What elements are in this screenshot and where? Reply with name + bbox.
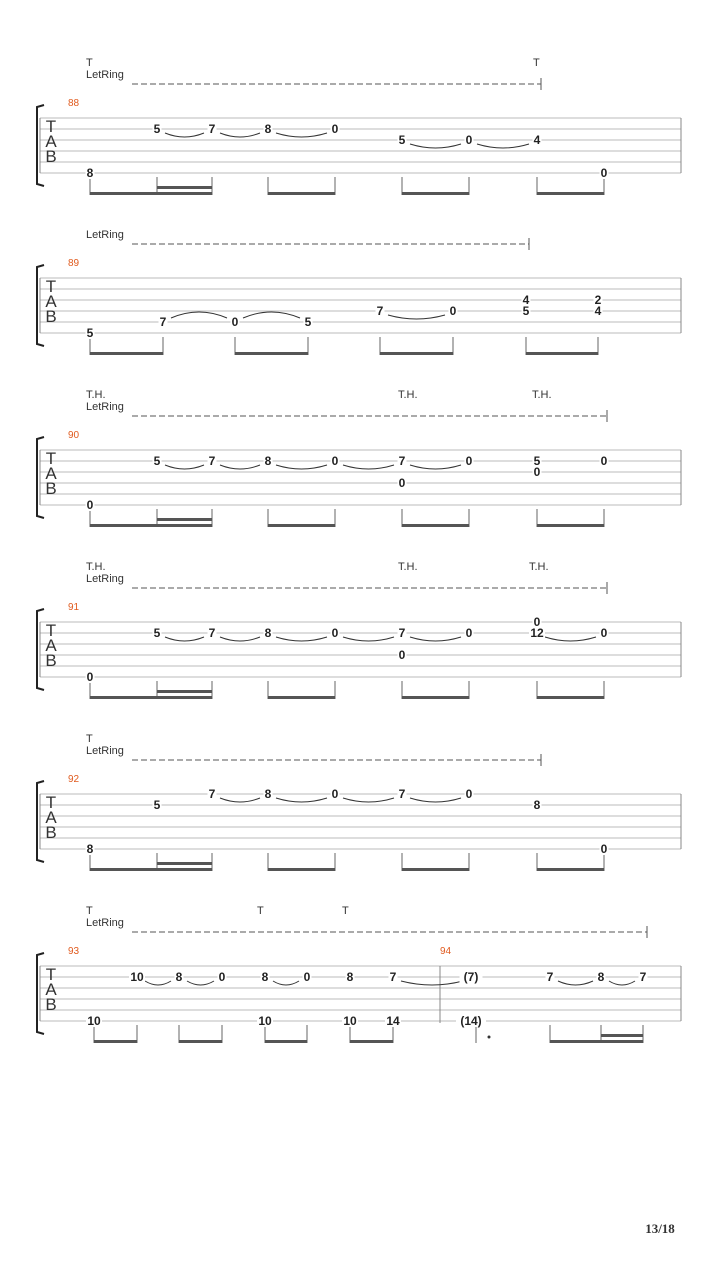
beam <box>350 1040 393 1043</box>
fret-number: 0 <box>600 842 608 856</box>
fret-number: 0 <box>86 498 94 512</box>
tie-arc <box>410 144 461 148</box>
measure-number: 93 <box>68 946 80 957</box>
fret-number: 0 <box>398 648 406 662</box>
beam <box>537 696 604 699</box>
fret-number: 0 <box>449 304 457 318</box>
fret-number: 0 <box>303 970 311 984</box>
fret-number: 8 <box>264 122 272 136</box>
tab-clef-letter: B <box>45 147 57 166</box>
tie-arc <box>276 637 327 641</box>
fret-number: 5 <box>153 798 161 812</box>
beam <box>268 524 335 527</box>
tab-system <box>37 78 681 195</box>
technique-label: T <box>533 57 540 69</box>
tie-arc <box>343 465 394 469</box>
fret-number: 5 <box>153 122 161 136</box>
fret-number: (14) <box>460 1014 482 1028</box>
tie-arc <box>343 798 394 802</box>
fret-number: 0 <box>331 787 339 801</box>
tab-clef-letter: T <box>45 117 57 136</box>
tab-clef-letter: T <box>45 965 57 984</box>
tie-arc <box>276 465 327 469</box>
tab-system <box>37 582 681 699</box>
fret-number: 8 <box>86 842 94 856</box>
fret-number: 7 <box>208 122 216 136</box>
fret-number: 10 <box>130 970 144 984</box>
let-ring-label: LetRing <box>86 573 124 585</box>
let-ring-label: LetRing <box>86 745 124 757</box>
fret-number: 8 <box>264 626 272 640</box>
tie-arc <box>273 981 299 985</box>
technique-label: T.H. <box>532 389 552 401</box>
tie-arc <box>165 465 204 469</box>
beam <box>90 352 163 355</box>
fret-number: 7 <box>398 454 406 468</box>
fret-number: 5 <box>304 315 312 329</box>
beam <box>94 1040 137 1043</box>
tab-clef-letter: T <box>45 449 57 468</box>
measure-number: 90 <box>68 430 80 441</box>
fret-number: 4 <box>594 304 602 318</box>
fret-number: 0 <box>600 626 608 640</box>
technique-label: T.H. <box>398 561 418 573</box>
fret-number: 10 <box>87 1014 101 1028</box>
measure-number: 88 <box>68 98 80 109</box>
let-ring-label: LetRing <box>86 401 124 413</box>
tie-arc <box>276 133 327 137</box>
fret-number: 7 <box>398 626 406 640</box>
beam <box>537 524 604 527</box>
beam <box>268 192 335 195</box>
fret-number: 0 <box>465 454 473 468</box>
measure-number: 89 <box>68 258 80 269</box>
fret-number: 0 <box>331 626 339 640</box>
tab-system <box>37 754 681 871</box>
beam <box>526 352 598 355</box>
beam <box>402 524 469 527</box>
fret-number: 8 <box>264 454 272 468</box>
fret-number: 4 <box>533 133 541 147</box>
fret-number: 0 <box>86 670 94 684</box>
fret-number: 12 <box>530 626 544 640</box>
fret-number: 0 <box>465 787 473 801</box>
fret-number: 14 <box>386 1014 400 1028</box>
beam <box>90 524 212 527</box>
fret-number: 8 <box>86 166 94 180</box>
fret-number: 7 <box>398 787 406 801</box>
technique-label: T.H. <box>398 389 418 401</box>
beam-secondary <box>601 1034 643 1037</box>
fret-number: 0 <box>465 626 473 640</box>
fret-number: 7 <box>376 304 384 318</box>
fret-number: (7) <box>463 970 479 984</box>
fret-number: 7 <box>208 626 216 640</box>
beam <box>268 696 335 699</box>
page-number: 13/18 <box>645 1221 675 1236</box>
beam <box>265 1040 307 1043</box>
tie-arc <box>187 981 214 985</box>
fret-number: 5 <box>153 626 161 640</box>
beam-secondary <box>157 862 212 865</box>
measure-number: 91 <box>68 602 80 613</box>
fret-number: 8 <box>533 798 541 812</box>
tie-arc <box>165 133 204 137</box>
beam <box>268 868 335 871</box>
tab-clef-letter: T <box>45 793 57 812</box>
fret-number: 0 <box>600 454 608 468</box>
tab-system <box>37 926 681 1043</box>
tab-clef-letter: A <box>45 980 57 999</box>
fret-number: 2 <box>594 293 602 307</box>
tab-clef-letter: A <box>45 808 57 827</box>
fret-number: 5 <box>86 326 94 340</box>
tie-arc <box>545 637 596 641</box>
fret-number: 7 <box>546 970 554 984</box>
beam <box>90 192 212 195</box>
beam <box>235 352 308 355</box>
fret-number: 5 <box>522 304 530 318</box>
tab-clef-letter: B <box>45 995 57 1014</box>
beam-secondary <box>157 186 212 189</box>
technique-label: T <box>86 57 93 69</box>
fret-number: 0 <box>533 615 541 629</box>
technique-label: T.H. <box>86 561 106 573</box>
tie-arc <box>171 312 227 318</box>
beam <box>537 868 604 871</box>
tab-clef-letter: A <box>45 464 57 483</box>
fret-number: 0 <box>600 166 608 180</box>
tab-clef-letter: T <box>45 621 57 640</box>
fret-number: 0 <box>231 315 239 329</box>
tie-arc <box>343 637 394 641</box>
tie-arc <box>220 798 260 802</box>
fret-number: 8 <box>346 970 354 984</box>
fret-number: 8 <box>261 970 269 984</box>
fret-number: 7 <box>208 787 216 801</box>
beam <box>179 1040 222 1043</box>
tab-clef-letter: B <box>45 823 57 842</box>
fret-number: 0 <box>465 133 473 147</box>
fret-number: 7 <box>389 970 397 984</box>
tie-arc <box>220 637 260 641</box>
tie-arc <box>165 637 204 641</box>
tie-arc <box>276 798 327 802</box>
fret-number: 7 <box>208 454 216 468</box>
tab-clef-letter: T <box>45 277 57 296</box>
technique-label: T.H. <box>86 389 106 401</box>
tab-system <box>37 410 681 527</box>
technique-label: T.H. <box>529 561 549 573</box>
measure-number: 92 <box>68 774 80 785</box>
beam-secondary <box>157 518 212 521</box>
tab-clef-letter: A <box>45 636 57 655</box>
tie-arc <box>410 465 461 469</box>
technique-label: T <box>86 905 93 917</box>
tab-clef-letter: B <box>45 307 57 326</box>
technique-label: T <box>86 733 93 745</box>
let-ring-label: LetRing <box>86 69 124 81</box>
tie-arc <box>477 144 529 148</box>
tab-system <box>37 238 681 355</box>
let-ring-label: LetRing <box>86 917 124 929</box>
beam <box>380 352 453 355</box>
beam-secondary <box>157 690 212 693</box>
fret-number: 8 <box>597 970 605 984</box>
tie-arc <box>220 465 260 469</box>
fret-number: 8 <box>264 787 272 801</box>
tab-clef-letter: A <box>45 132 57 151</box>
tab-clef-letter: B <box>45 479 57 498</box>
tie-arc <box>410 798 461 802</box>
tie-arc <box>410 637 461 641</box>
fret-number: 8 <box>175 970 183 984</box>
tie-arc <box>609 981 635 985</box>
beam <box>537 192 604 195</box>
technique-label: T <box>342 905 349 917</box>
tab-clef-letter: B <box>45 651 57 670</box>
fret-number: 0 <box>331 454 339 468</box>
tie-arc <box>243 312 300 318</box>
beam <box>402 696 469 699</box>
fret-number: 5 <box>533 454 541 468</box>
fret-number: 10 <box>258 1014 272 1028</box>
fret-number: 10 <box>343 1014 357 1028</box>
beam <box>402 192 469 195</box>
dot <box>488 1036 491 1039</box>
tab-clef-letter: A <box>45 292 57 311</box>
beam <box>90 868 212 871</box>
fret-number: 5 <box>398 133 406 147</box>
fret-number: 7 <box>159 315 167 329</box>
fret-number: 0 <box>533 465 541 479</box>
fret-number: 0 <box>218 970 226 984</box>
fret-number: 0 <box>331 122 339 136</box>
fret-number: 5 <box>153 454 161 468</box>
tie-arc <box>388 315 445 319</box>
technique-label: T <box>257 905 264 917</box>
tie-arc <box>401 981 463 985</box>
tie-arc <box>145 981 171 985</box>
tie-arc <box>220 133 260 137</box>
fret-number: 0 <box>398 476 406 490</box>
beam <box>550 1040 643 1043</box>
fret-number: 4 <box>522 293 530 307</box>
measure-number: 94 <box>440 946 452 957</box>
let-ring-label: LetRing <box>86 229 124 241</box>
fret-number: 7 <box>639 970 647 984</box>
beam <box>90 696 212 699</box>
beam <box>402 868 469 871</box>
tie-arc <box>558 981 593 985</box>
